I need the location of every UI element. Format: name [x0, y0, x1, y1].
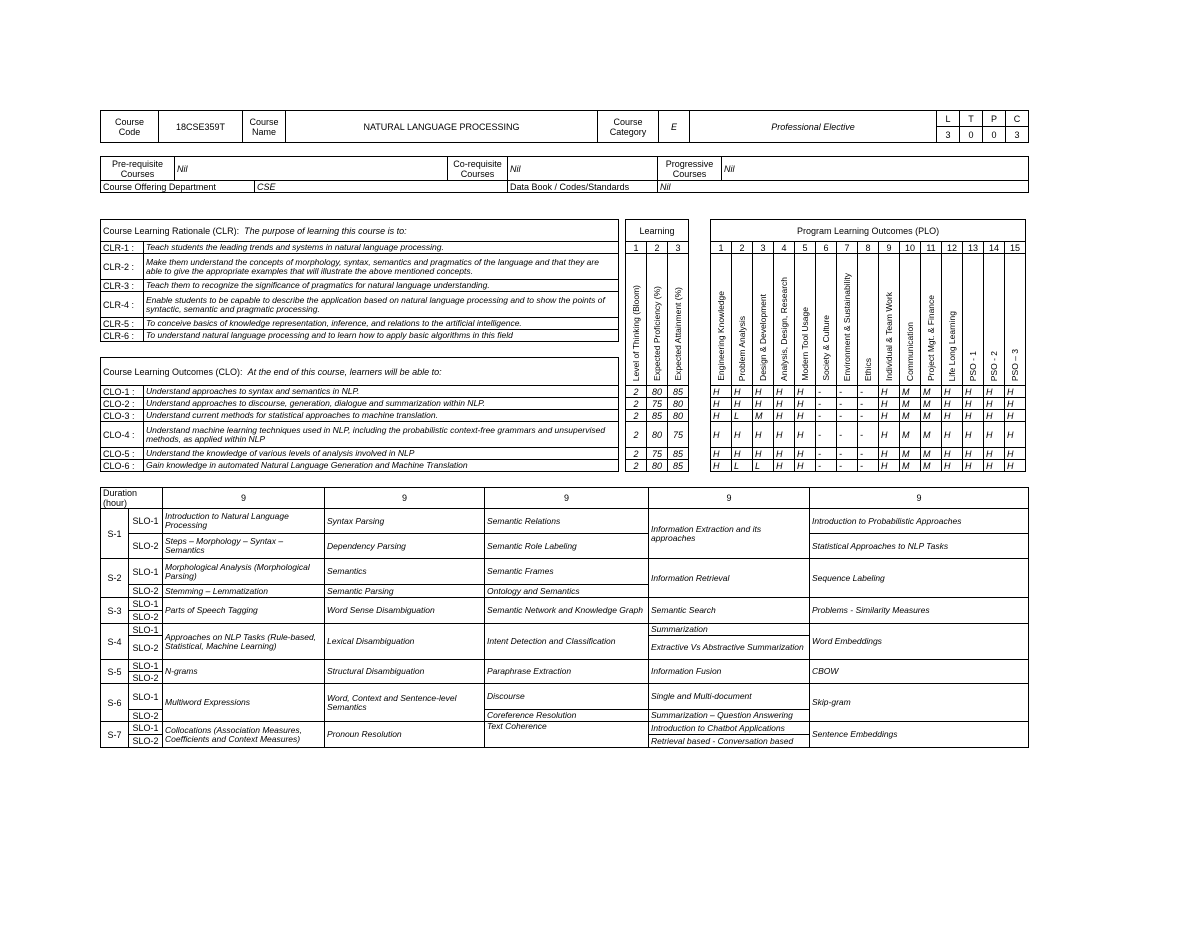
topic-cell: Text Coherence — [485, 722, 649, 748]
plo-cell: - — [816, 422, 837, 448]
learn-cell: 80 — [647, 460, 668, 472]
plo-cell: H — [1005, 410, 1026, 422]
learn-cell: 80 — [668, 410, 689, 422]
plo-cell: - — [837, 448, 858, 460]
topic-cell: Information Retrieval — [649, 559, 810, 598]
plo-cell: H — [1005, 398, 1026, 410]
clr-text: Enable students to be capable to describe the application based on natural language processing and to show the points of syntactic, semantic and pragmatic processing. — [144, 292, 619, 318]
progressive-label: Progressive Courses — [658, 157, 722, 181]
plo-header: Engineering Knowledge — [715, 291, 726, 381]
plo-cell: - — [858, 386, 879, 398]
topic-cell: Summarization — [649, 624, 810, 636]
slo-label: SLO-1 — [129, 684, 163, 710]
slo-label: SLO-1 — [129, 660, 163, 672]
course-category: E — [659, 111, 690, 143]
plo-cell: H — [942, 460, 963, 472]
topic-cell: Paraphrase Extraction — [485, 660, 649, 684]
plo-cell: H — [774, 460, 795, 472]
plo-cell: L — [753, 460, 774, 472]
plo-cell: H — [879, 422, 900, 448]
plo-cell: H — [984, 460, 1005, 472]
plo-cell: H — [774, 410, 795, 422]
progressive-value: Nil — [722, 157, 1029, 181]
plo-cell: H — [795, 410, 816, 422]
learning-header: Expected Attainment (%) — [672, 287, 683, 381]
topic-cell: Semantic Network and Knowledge Graph — [485, 598, 649, 624]
topic-cell: Approaches on NLP Tasks (Rule-based, Statistical, Machine Learning) — [163, 624, 325, 660]
plo-cell: H — [795, 422, 816, 448]
plo-cell: M — [921, 448, 942, 460]
plo-header: PSO - 1 — [967, 350, 978, 381]
plo-cell: H — [753, 386, 774, 398]
plo-cell: H — [942, 386, 963, 398]
slo-label: SLO-2 — [129, 636, 163, 660]
topic-cell: Problems - Similarity Measures — [810, 598, 1029, 624]
slo-label: SLO-2 — [129, 735, 163, 748]
learn-cell: 85 — [668, 460, 689, 472]
ltpc-label: C — [1006, 111, 1029, 127]
topic-cell: Steps – Morphology – Syntax – Semantics — [163, 534, 325, 559]
clo-text: Understand the knowledge of various levels of analysis involved in NLP — [144, 448, 619, 460]
learning-header: Expected Proficiency (%) — [651, 286, 662, 381]
plo-cell: M — [921, 410, 942, 422]
topic-cell: Semantic Parsing — [325, 585, 485, 598]
plo-cell: M — [921, 460, 942, 472]
plo-cell: M — [753, 410, 774, 422]
plo-cell: H — [1005, 460, 1026, 472]
offering-dept-label: Course Offering Department — [101, 181, 255, 193]
topic-cell: Statistical Approaches to NLP Tasks — [810, 534, 1029, 559]
plo-cell: - — [837, 460, 858, 472]
session-label: S-1 — [101, 509, 129, 559]
plo-header: Modern Tool Usage — [799, 307, 810, 381]
plo-table — [710, 219, 1026, 472]
plo-cell: H — [879, 460, 900, 472]
clo-text: Gain knowledge in automated Natural Language Generation and Machine Translation — [144, 460, 619, 472]
ltpc-value: 0 — [960, 127, 983, 143]
learn-cell: 2 — [626, 460, 647, 472]
plo-cell: M — [900, 460, 921, 472]
plo-number: 12 — [942, 242, 963, 254]
plo-cell: - — [858, 398, 879, 410]
topic-cell: Introduction to Natural Language Processing — [163, 509, 325, 534]
plo-cell: H — [942, 448, 963, 460]
plo-cell: H — [732, 448, 753, 460]
plo-cell: H — [711, 422, 732, 448]
session-label: S-4 — [101, 624, 129, 660]
learn-cell: 80 — [668, 398, 689, 410]
learning-number: 3 — [668, 242, 689, 254]
topic-cell: CBOW — [810, 660, 1029, 684]
ltpc-label: T — [960, 111, 983, 127]
plo-header: Analysis, Design, Research — [778, 277, 789, 381]
plo-cell: M — [921, 386, 942, 398]
learning-header: Level of Thinking (Bloom) — [630, 284, 641, 381]
plo-cell: H — [1005, 448, 1026, 460]
plo-cell: M — [900, 410, 921, 422]
topic-cell: Parts of Speech Tagging — [163, 598, 325, 624]
plo-header: Environment & Sustainability — [841, 272, 852, 381]
plo-cell: - — [816, 386, 837, 398]
clr-code: CLR-2 : — [101, 254, 144, 280]
learn-cell: 2 — [626, 410, 647, 422]
plo-cell: H — [963, 448, 984, 460]
plo-cell: L — [732, 410, 753, 422]
plo-cell: - — [837, 386, 858, 398]
prereq-label: Pre-requisite Courses — [101, 157, 175, 181]
learn-cell: 2 — [626, 448, 647, 460]
clr-clo-table — [100, 219, 619, 472]
plo-cell: H — [711, 386, 732, 398]
topic-cell: Information Extraction and its — [649, 509, 810, 534]
clr-code: CLR-1 : — [101, 242, 144, 254]
clo-text: Understand machine learning techniques used in NLP, including the probabilistic context-free grammars and unsupervised methods, as applied within NLP — [144, 422, 619, 448]
databook-label: Data Book / Codes/Standards — [508, 181, 658, 193]
slo-label: SLO-2 — [129, 534, 163, 559]
plo-cell: H — [711, 460, 732, 472]
clo-intro: At the end of this course, learners will be able to: — [247, 366, 442, 377]
plo-header: Problem Analysis — [736, 315, 747, 381]
plo-cell: H — [711, 410, 732, 422]
plo-cell: M — [900, 398, 921, 410]
topic-cell: Multiword Expressions — [163, 684, 325, 722]
topic-cell: Semantic Search — [649, 598, 810, 624]
plo-number: 3 — [753, 242, 774, 254]
clr-code: CLR-5 : — [101, 318, 144, 330]
topic-cell: Retrieval based - Conversation based — [649, 735, 810, 748]
topic-cell: Skip-gram — [810, 684, 1029, 722]
learn-cell: 85 — [647, 410, 668, 422]
plo-cell: - — [816, 410, 837, 422]
topic-cell: Word Sense Disambiguation — [325, 598, 485, 624]
category-description: Professional Elective — [690, 111, 937, 143]
ltpc-value: 0 — [983, 127, 1006, 143]
plo-cell: H — [774, 448, 795, 460]
clr-title: Course Learning Rationale (CLR): — [103, 225, 240, 236]
topic-cell: Coreference Resolution — [485, 710, 649, 722]
learn-cell: 75 — [647, 448, 668, 460]
plo-header: PSO – 3 — [1009, 348, 1020, 381]
plo-cell: H — [942, 398, 963, 410]
plo-cell: H — [795, 460, 816, 472]
slo-label: SLO-1 — [129, 598, 163, 611]
course-name: NATURAL LANGUAGE PROCESSING — [286, 111, 598, 143]
plo-cell: M — [900, 386, 921, 398]
plo-number: 1 — [711, 242, 732, 254]
coreq-value: Nil — [508, 157, 658, 181]
clr-code: CLR-6 : — [101, 330, 144, 342]
clo-code: CLO-5 : — [101, 448, 144, 460]
plo-cell: H — [1005, 422, 1026, 448]
plo-cell: H — [795, 398, 816, 410]
topic-cell: approaches — [649, 534, 810, 559]
session-label: S-2 — [101, 559, 129, 598]
plo-cell: H — [753, 448, 774, 460]
slo-label: SLO-2 — [129, 585, 163, 598]
plo-cell: M — [900, 448, 921, 460]
learn-cell: 80 — [647, 386, 668, 398]
plo-cell: L — [732, 460, 753, 472]
topic-cell: Semantic Role Labeling — [485, 534, 649, 559]
duration-value: 9 — [325, 488, 485, 509]
slo-label: SLO-1 — [129, 559, 163, 585]
topic-cell: Morphological Analysis (Morphological Parsing) — [163, 559, 325, 585]
plo-cell: H — [879, 386, 900, 398]
clo-title: Course Learning Outcomes (CLO): — [103, 366, 243, 377]
prerequisite-table — [100, 156, 1029, 193]
plo-cell: H — [963, 386, 984, 398]
course-header-table — [100, 110, 1029, 143]
topic-cell: Sentence Embeddings — [810, 722, 1029, 748]
plo-cell: H — [795, 386, 816, 398]
topic-cell: Sequence Labeling — [810, 559, 1029, 598]
plo-number: 7 — [837, 242, 858, 254]
plo-number: 8 — [858, 242, 879, 254]
plo-header: Individual & Team Work — [883, 292, 894, 381]
topic-cell: Introduction to Probabilistic Approaches — [810, 509, 1029, 534]
topic-cell: Introduction to Chatbot Applications — [649, 722, 810, 735]
offering-dept-value: CSE — [255, 181, 508, 193]
ltpc-label: P — [983, 111, 1006, 127]
topic-cell: Single and Multi-document — [649, 684, 810, 710]
plo-cell: - — [816, 398, 837, 410]
plo-cell: H — [732, 398, 753, 410]
plo-cell: H — [963, 410, 984, 422]
plo-cell: - — [837, 410, 858, 422]
plo-cell: H — [984, 398, 1005, 410]
plo-cell: H — [963, 398, 984, 410]
topic-cell: Stemming – Lemmatization — [163, 585, 325, 598]
plo-number: 13 — [963, 242, 984, 254]
plo-cell: H — [942, 410, 963, 422]
plo-cell: H — [879, 448, 900, 460]
clo-code: CLO-3 : — [101, 410, 144, 422]
plo-number: 15 — [1005, 242, 1026, 254]
slo-label: SLO-1 — [129, 722, 163, 735]
topic-cell: Intent Detection and Classification — [485, 624, 649, 660]
learn-cell: 2 — [626, 386, 647, 398]
topic-cell: Pronoun Resolution — [325, 722, 485, 748]
learning-title: Learning — [626, 220, 689, 242]
learning-number: 1 — [626, 242, 647, 254]
plo-cell: - — [816, 448, 837, 460]
plo-cell: H — [984, 386, 1005, 398]
clo-code: CLO-6 : — [101, 460, 144, 472]
session-label: S-6 — [101, 684, 129, 722]
clo-code: CLO-4 : — [101, 422, 144, 448]
course-category-label: Course Category — [598, 111, 659, 143]
plo-header: Communication — [904, 321, 915, 381]
slo-label: SLO-1 — [129, 509, 163, 534]
topic-cell: Dependency Parsing — [325, 534, 485, 559]
topic-cell: Word, Context and Sentence-level Semantics — [325, 684, 485, 722]
plo-header: Society & Culture — [820, 315, 831, 381]
plo-cell: H — [879, 398, 900, 410]
clr-text: To understand natural language processing and to learn how to apply basic algorithms in this field — [144, 330, 619, 342]
clr-text: To conceive basics of knowledge representation, inference, and relations to the artificial intelligence. — [144, 318, 619, 330]
plo-number: 5 — [795, 242, 816, 254]
slo-label: SLO-2 — [129, 611, 163, 624]
topic-cell: Discourse — [485, 684, 649, 710]
topic-cell: Extractive Vs Abstractive Summarization — [649, 636, 810, 660]
learn-cell: 85 — [668, 386, 689, 398]
learning-table — [625, 219, 689, 472]
plo-cell: M — [900, 422, 921, 448]
session-label: S-5 — [101, 660, 129, 684]
coreq-label: Co-requisite Courses — [448, 157, 508, 181]
slo-label: SLO-2 — [129, 672, 163, 684]
plo-cell: H — [984, 448, 1005, 460]
plo-cell: - — [837, 422, 858, 448]
learning-number: 2 — [647, 242, 668, 254]
plo-header: PSO - 2 — [988, 350, 999, 381]
databook-value: Nil — [658, 181, 1029, 193]
topic-cell: Structural Disambiguation — [325, 660, 485, 684]
ltpc-label: L — [937, 111, 960, 127]
clr-text: Teach them to recognize the significance of pragmatics for natural language understanding. — [144, 280, 619, 292]
topic-cell: Word Embeddings — [810, 624, 1029, 660]
clo-text: Understand current methods for statistical approaches to machine translation. — [144, 410, 619, 422]
course-name-label: Course Name — [243, 111, 286, 143]
session-label: S-3 — [101, 598, 129, 624]
topic-cell: Collocations (Association Measures, Coefficients and Context Measures) — [163, 722, 325, 748]
clr-purpose: The purpose of learning this course is to: — [244, 225, 407, 236]
plo-cell: H — [753, 422, 774, 448]
clr-code: CLR-4 : — [101, 292, 144, 318]
plo-cell: - — [858, 460, 879, 472]
learn-cell: 75 — [647, 398, 668, 410]
topic-cell: Semantic Relations — [485, 509, 649, 534]
plo-cell: M — [921, 422, 942, 448]
clr-text: Make them understand the concepts of morphology, syntax, semantics and pragmatics of the language and that they are able to give the appropriate examples that will illustrate the above mentioned concepts. — [144, 254, 619, 280]
topic-cell: Ontology and Semantics — [485, 585, 649, 598]
topic-cell: Summarization – Question Answering — [649, 710, 810, 722]
course-code-label: Course Code — [101, 111, 159, 143]
plo-header: Ethics — [862, 357, 873, 381]
plo-number: 2 — [732, 242, 753, 254]
topic-cell: Semantics — [325, 559, 485, 585]
course-code: 18CSE359T — [159, 111, 243, 143]
plo-cell: - — [858, 448, 879, 460]
plo-number: 6 — [816, 242, 837, 254]
slo-label: SLO-2 — [129, 710, 163, 722]
plo-cell: - — [816, 460, 837, 472]
topic-cell: N-grams — [163, 660, 325, 684]
learn-cell: 85 — [668, 448, 689, 460]
plo-cell: H — [711, 398, 732, 410]
clo-code: CLO-2 : — [101, 398, 144, 410]
slo-label: SLO-1 — [129, 624, 163, 636]
plo-cell: H — [795, 448, 816, 460]
plo-cell: H — [732, 422, 753, 448]
plo-cell: - — [858, 410, 879, 422]
duration-value: 9 — [163, 488, 325, 509]
plo-cell: H — [774, 422, 795, 448]
learn-cell: 75 — [668, 422, 689, 448]
plo-number: 9 — [879, 242, 900, 254]
plo-cell: H — [774, 398, 795, 410]
plo-number: 11 — [921, 242, 942, 254]
clo-text: Understand approaches to discourse, generation, dialogue and summarization within NLP. — [144, 398, 619, 410]
ltpc-value: 3 — [937, 127, 960, 143]
plo-cell: H — [1005, 386, 1026, 398]
topic-cell: Syntax Parsing — [325, 509, 485, 534]
plo-cell: H — [711, 448, 732, 460]
topic-cell: Lexical Disambiguation — [325, 624, 485, 660]
session-label: S-7 — [101, 722, 129, 748]
plo-cell: - — [837, 398, 858, 410]
plo-cell: H — [942, 422, 963, 448]
topic-cell: Semantic Frames — [485, 559, 649, 585]
plo-cell: H — [732, 386, 753, 398]
schedule-table — [100, 487, 1029, 748]
ltpc-value: 3 — [1006, 127, 1029, 143]
plo-cell: H — [963, 460, 984, 472]
learn-cell: 2 — [626, 422, 647, 448]
plo-cell: H — [984, 422, 1005, 448]
duration-value: 9 — [485, 488, 649, 509]
plo-cell: H — [984, 410, 1005, 422]
plo-cell: H — [753, 398, 774, 410]
duration-value: 9 — [649, 488, 810, 509]
duration-label: Duration (hour) — [101, 488, 163, 509]
plo-cell: - — [858, 422, 879, 448]
duration-value: 9 — [810, 488, 1029, 509]
learn-cell: 80 — [647, 422, 668, 448]
prereq-value: Nil — [175, 157, 448, 181]
plo-title: Program Learning Outcomes (PLO) — [711, 220, 1026, 242]
plo-number: 10 — [900, 242, 921, 254]
plo-number: 14 — [984, 242, 1005, 254]
plo-cell: H — [879, 410, 900, 422]
plo-number: 4 — [774, 242, 795, 254]
learn-cell: 2 — [626, 398, 647, 410]
plo-cell: H — [963, 422, 984, 448]
plo-header: Project Mgt. & Finance — [925, 295, 936, 381]
clr-code: CLR-3 : — [101, 280, 144, 292]
plo-cell: M — [921, 398, 942, 410]
plo-cell: H — [774, 386, 795, 398]
clo-text: Understand approaches to syntax and semantics in NLP. — [144, 386, 619, 398]
plo-header: Life Long Learning — [946, 310, 957, 381]
clo-code: CLO-1 : — [101, 386, 144, 398]
topic-cell: Information Fusion — [649, 660, 810, 684]
plo-header: Design & Development — [757, 294, 768, 381]
clr-text: Teach students the leading trends and systems in natural language processing. — [144, 242, 619, 254]
